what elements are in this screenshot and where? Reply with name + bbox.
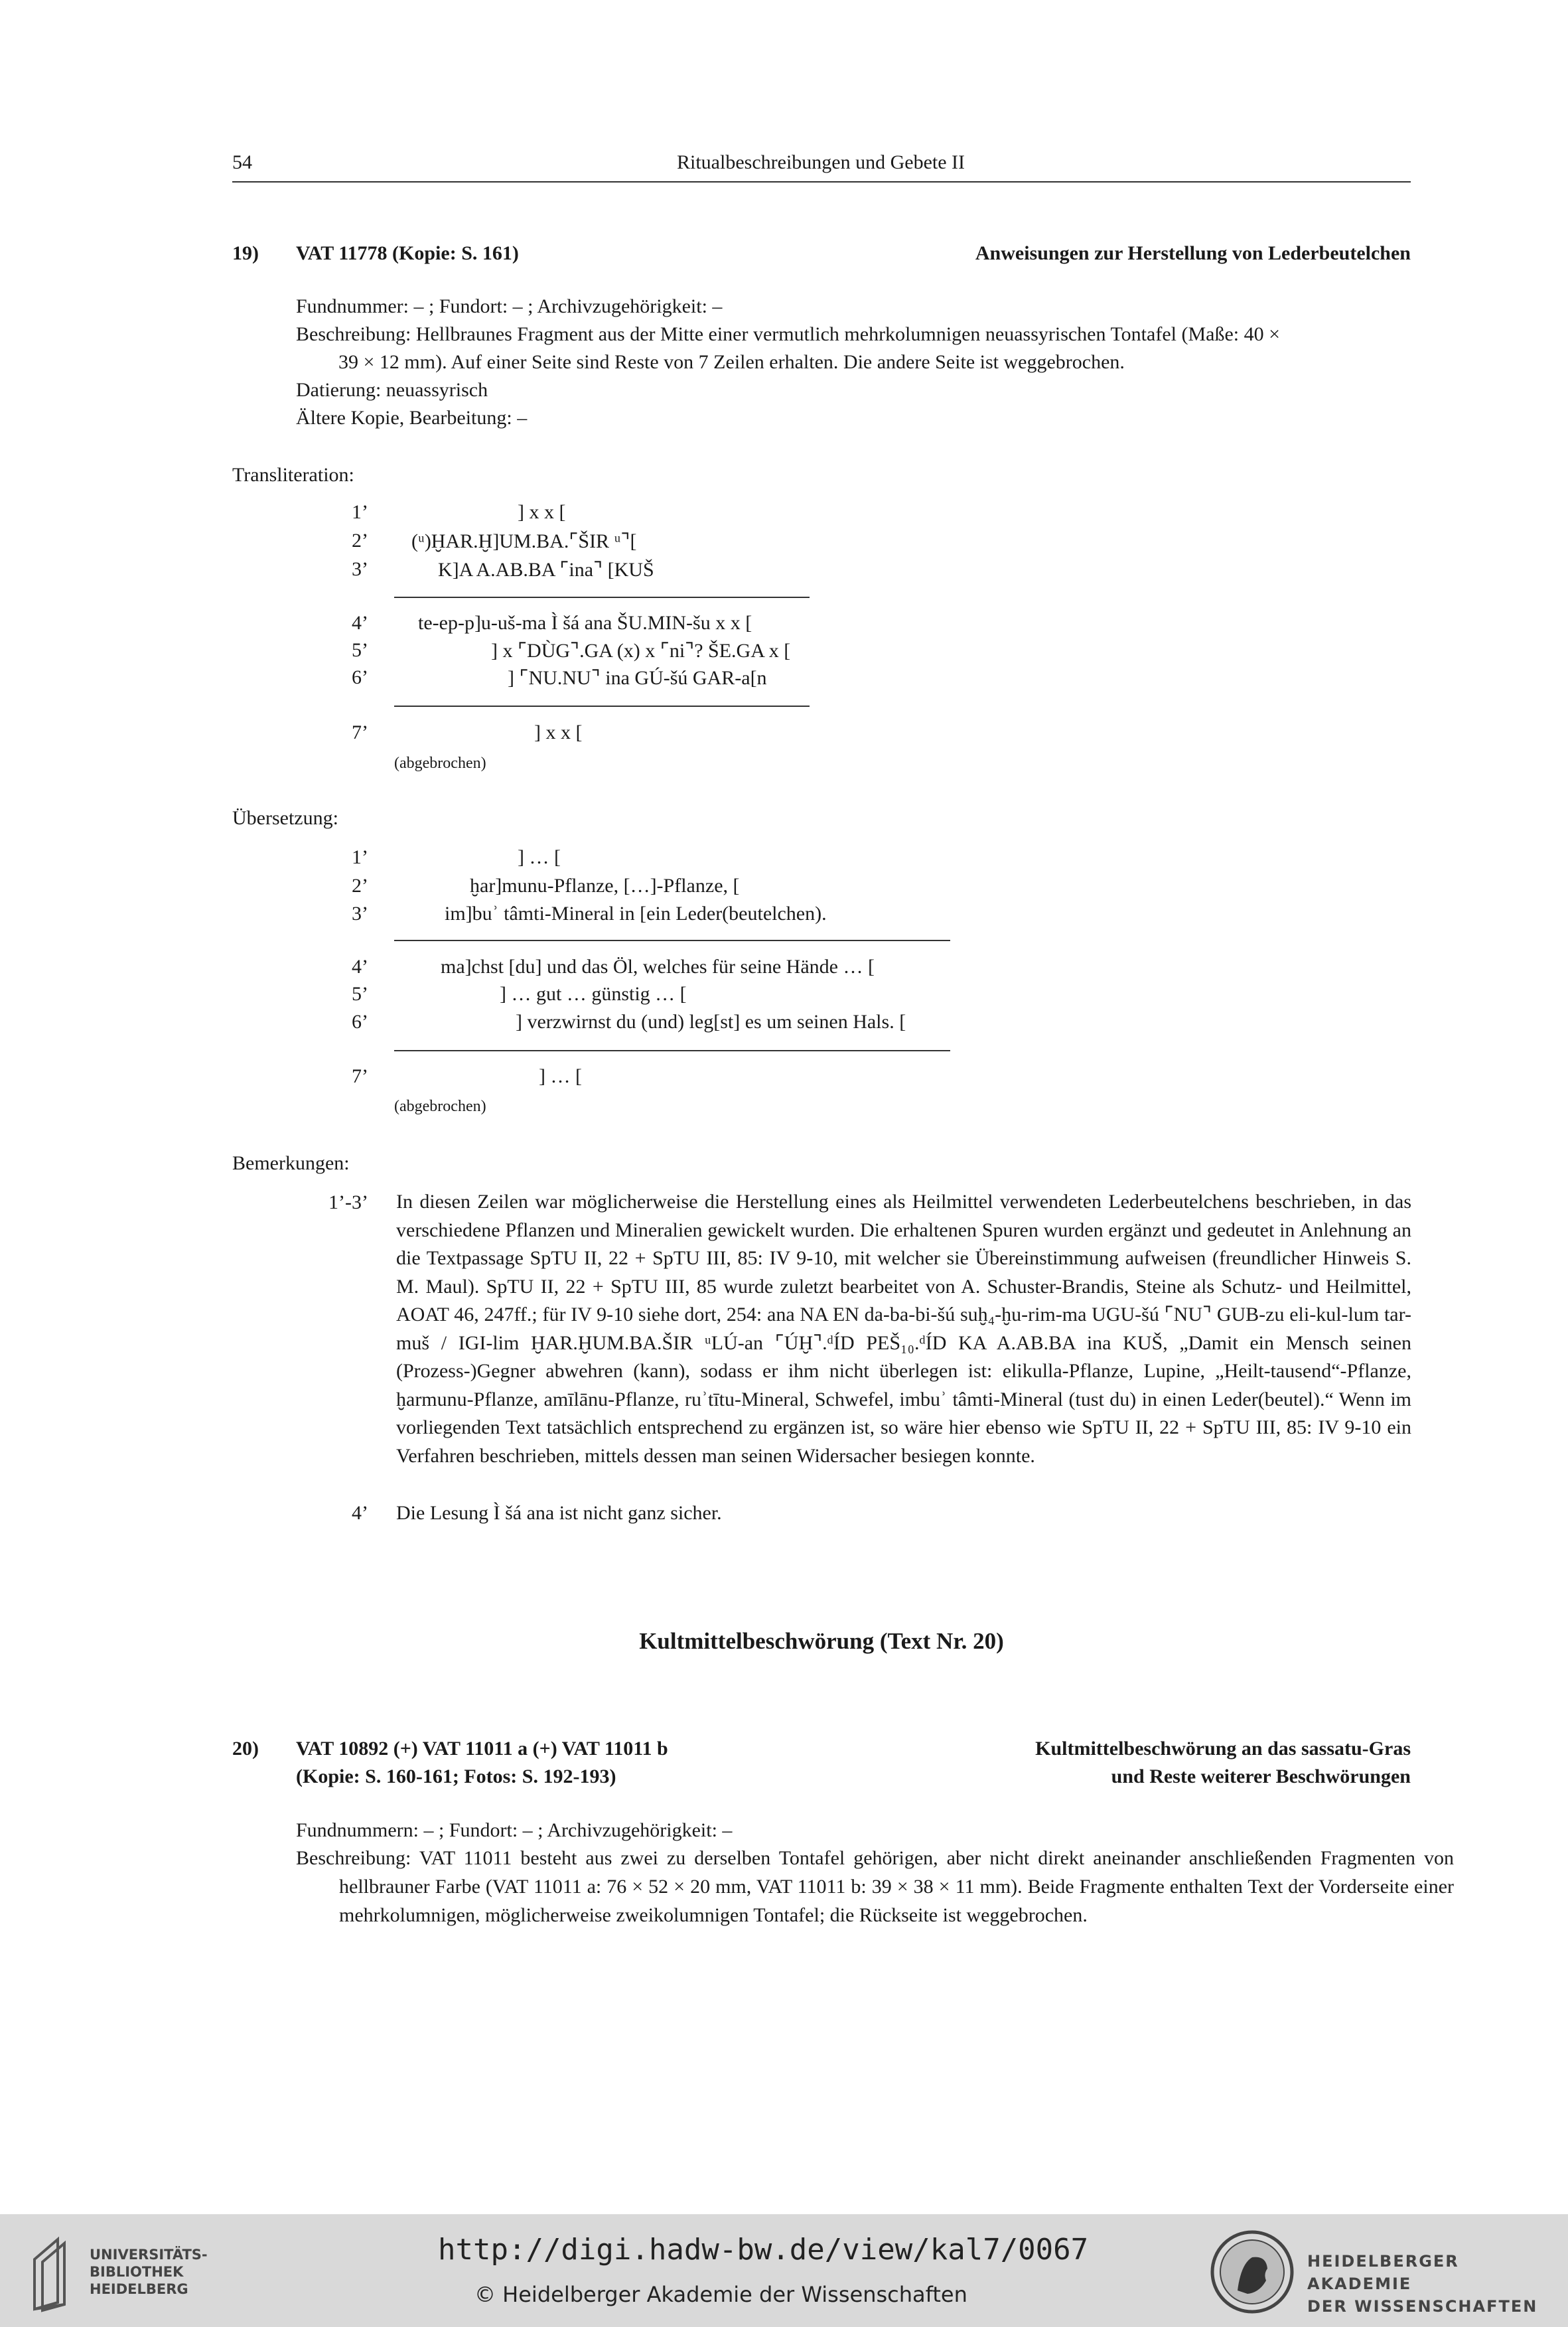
description-line-1: Beschreibung: Hellbraunes Fragment aus der Mitte einer vermutlich mehrkolumnigen neuassyrischen Tontafel (Maße: 40 × bbox=[296, 323, 1281, 345]
line-number: 2’ bbox=[352, 530, 368, 552]
dating: Datierung: neuassyrisch bbox=[296, 379, 488, 401]
academy-seal-icon bbox=[1208, 2227, 1297, 2317]
running-title: Ritualbeschreibungen und Gebete II bbox=[677, 151, 965, 173]
entry-subject-2: und Reste weiterer Beschwörungen bbox=[1111, 1765, 1411, 1787]
line-number: 6’ bbox=[352, 666, 368, 688]
line-number: 4’ bbox=[352, 612, 368, 634]
fund-info: Fundnummern: – ; Fundort: – ; Archivzugehörigkeit: – bbox=[296, 1819, 733, 1841]
library-logo-icon bbox=[28, 2233, 84, 2312]
entry-number: 19) bbox=[232, 242, 259, 264]
translit-line: K]A A.AB.BA ⌜ina⌝ [KUŠ bbox=[438, 559, 654, 581]
translit-line: ] x x [ bbox=[534, 721, 583, 743]
entry-title: VAT 10892 (+) VAT 11011 a (+) VAT 11011 b bbox=[296, 1738, 668, 1760]
entry-subtitle: (Kopie: S. 160-161; Fotos: S. 192-193) bbox=[296, 1765, 616, 1787]
section-title: Kultmittelbeschwörung (Text Nr. 20) bbox=[639, 1628, 1004, 1654]
translation-line: ] verzwirnst du (und) leg[st] es um seinen Hals. [ bbox=[516, 1011, 906, 1033]
page-number: 54 bbox=[232, 151, 252, 173]
entry-subject: Kultmittelbeschwörung an das sassatu-Gras bbox=[1035, 1738, 1411, 1760]
transliteration-heading: Transliteration: bbox=[232, 464, 354, 486]
translation-line: ] … [ bbox=[539, 1065, 582, 1087]
line-number: 6’ bbox=[352, 1011, 368, 1033]
description: Beschreibung: VAT 11011 besteht aus zwei zu derselben Tontafel gehörigen, aber nicht direkt aneinander anschließenden Fragmenten von hellbrauner Farbe (VAT 11011 a: 76 × 52 × 20 mm, VAT 11011 b: 39 × 38 × 11 mm). Beide Fragmente enthalten Text der Vorderseite einer mehrkolumnigen, möglicherweise zweikolumnigen Tontafel; die Rückseite ist weggebrochen. bbox=[296, 1847, 1454, 1926]
section-divider bbox=[394, 1050, 950, 1051]
footer-bar bbox=[0, 2214, 1568, 2327]
entry-number: 20) bbox=[232, 1738, 259, 1760]
line-number: 2’ bbox=[352, 875, 368, 897]
line-number: 5’ bbox=[352, 983, 368, 1005]
remarks-heading: Bemerkungen: bbox=[232, 1152, 350, 1174]
source-url[interactable]: http://digi.hadw-bw.de/view/kal7/0067 bbox=[438, 2233, 1089, 2267]
note-label: 4’ bbox=[352, 1502, 368, 1524]
note-label: 1’-3’ bbox=[328, 1191, 368, 1213]
translit-line: (ᵘ)ḪAR.Ḫ]UM.BA.⌜ŠIR ᵘ⌝[ bbox=[411, 530, 637, 552]
translation-line: ] … [ bbox=[518, 846, 561, 868]
note-text: Die Lesung Ì šá ana ist nicht ganz sicher. bbox=[396, 1502, 722, 1524]
note-text: In diesen Zeilen war möglicherweise die Herstellung eines als Heilmittel verwendeten Lederbeutelchens beschrieben, in das verschiedene Pflanzen und Mineralien gewickelt wurden. Die erhaltenen Spuren wurden ergänzt und gedeutet in Anlehnung an die Textpassage SpTU II, 22 + SpTU III, 85: IV 9-10, mit welcher sie Übereinstimmung aufweisen (freundlicher Hinweis S. M. Maul). SpTU II, 22 + SpTU III, 85 wurde zuletzt bearbeitet von A. Schuster-Brandis, Steine als Schutz- und Heilmittel, AOAT 46, 247ff.; für IV 9-10 siehe dort, 254: ana NA EN da-ba-bi-šú suḫ₄-ḫu-rim-ma UGU-šú ⌜NU⌝ GUB-zu eli-kul-lum tar-muš / IGI-lim ḪAR.ḪUM.BA.ŠIR ᵘLÚ-an ⌜ÚḪ⌝.ᵈÍD PEŠ₁₀.ᵈÍD KA A.AB.BA ina KUŠ, „Damit ein Mensch seinen (Prozess-)Gegner abwehren (kann), sodass er ihm nicht überlegen ist: elikulla-Pflanze, Lupine, „Heilt-tausend“-Pflanze, ḫarmunu-Pflanze, amīlānu-Pflanze, ruʾtītu-Mineral, Schwefel, imbuʾ tâmti-Mineral (tust du) in einen Leder(beutel).“ Wenn im vorliegenden Text tatsächlich entsprechend zu ergänzen ist, so wäre hier ebenso wie SpTU II, 22 + SpTU III, 85: IV 9-10 ein Verfahren beschrieben, mittels dessen man seinen Widersacher besiegen konnte. bbox=[396, 1191, 1411, 1467]
translit-line: ] x ⌜DÙG⌝.GA (x) x ⌜ni⌝? ŠE.GA x [ bbox=[491, 640, 791, 662]
section-divider bbox=[394, 597, 810, 598]
translation-line: ma]chst [du] und das Öl, welches für seine Hände … [ bbox=[441, 956, 875, 978]
translation-line: ḫar]munu-Pflanze, […]-Pflanze, [ bbox=[470, 875, 740, 897]
header-rule bbox=[232, 181, 1411, 183]
line-number: 1’ bbox=[352, 846, 368, 868]
academy-name: HEIDELBERGER AKADEMIE DER WISSENSCHAFTEN bbox=[1307, 2252, 1538, 2316]
description-line-2: 39 × 12 mm). Auf einer Seite sind Reste von 7 Zeilen erhalten. Die andere Seite ist weggebrochen. bbox=[338, 351, 1125, 373]
line-number: 3’ bbox=[352, 558, 368, 580]
entry-title: VAT 11778 (Kopie: S. 161) bbox=[296, 242, 519, 264]
line-number: 7’ bbox=[352, 1065, 368, 1087]
section-divider bbox=[394, 940, 950, 941]
broken-note: (abgebrochen) bbox=[394, 755, 486, 772]
library-name: UNIVERSITÄTS- BIBLIOTHEK HEIDELBERG bbox=[90, 2247, 208, 2297]
section-divider bbox=[394, 706, 810, 707]
line-number: 3’ bbox=[352, 903, 368, 925]
translation-heading: Übersetzung: bbox=[232, 807, 338, 829]
fund-info: Fundnummer: – ; Fundort: – ; Archivzugehörigkeit: – bbox=[296, 295, 723, 317]
older-copy: Ältere Kopie, Bearbeitung: – bbox=[296, 407, 528, 429]
translation-line: ] … gut … günstig … [ bbox=[500, 983, 687, 1005]
line-number: 7’ bbox=[352, 721, 368, 743]
translit-line: ] x x [ bbox=[518, 501, 566, 523]
line-number: 5’ bbox=[352, 639, 368, 661]
translation-line: im]buʾ tâmti-Mineral in [ein Leder(beutelchen). bbox=[445, 903, 827, 925]
translit-line: te-ep-p]u-uš-ma Ì šá ana ŠU.MIN-šu x x [ bbox=[418, 612, 752, 634]
line-number: 4’ bbox=[352, 956, 368, 978]
copyright: © Heidelberger Akademie der Wissenschaften bbox=[474, 2282, 967, 2307]
broken-note: (abgebrochen) bbox=[394, 1098, 486, 1115]
entry-subject: Anweisungen zur Herstellung von Lederbeutelchen bbox=[975, 242, 1411, 264]
translit-line: ] ⌜NU.NU⌝ ina GÚ-šú GAR-a[n bbox=[508, 667, 767, 689]
line-number: 1’ bbox=[352, 501, 368, 523]
